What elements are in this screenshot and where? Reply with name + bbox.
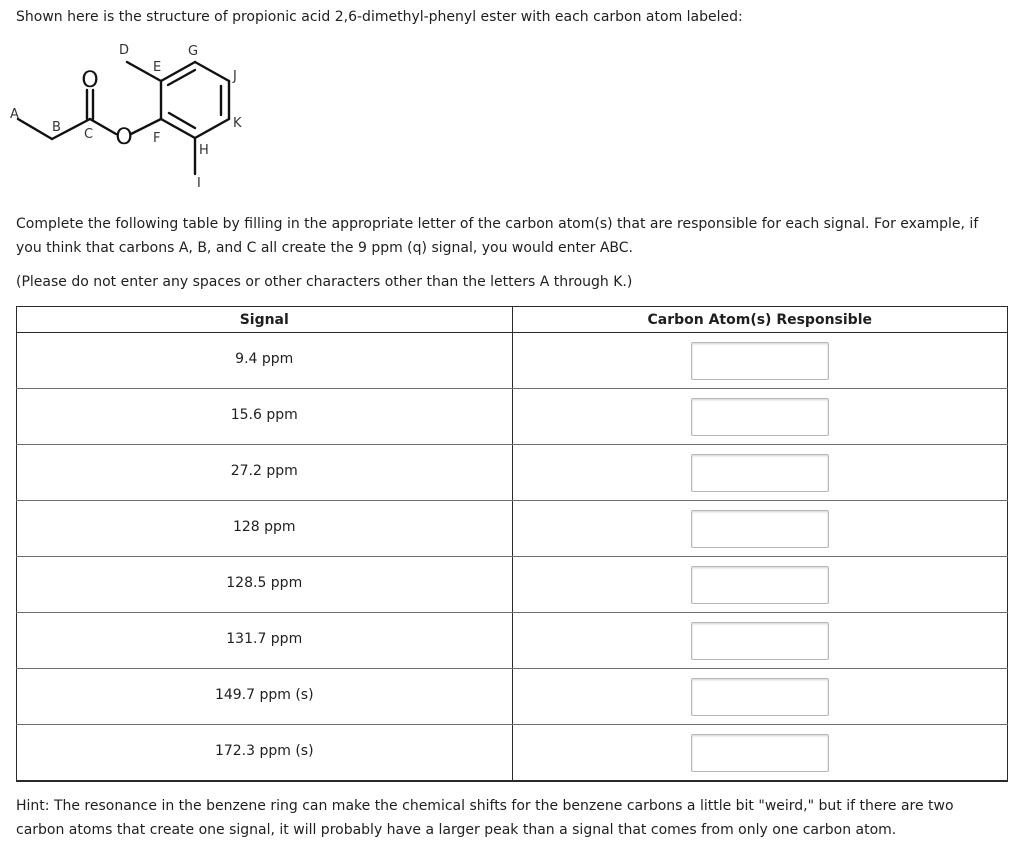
- signal-value: 128.5 ppm: [226, 575, 303, 591]
- answer-cell: [512, 557, 1008, 613]
- signal-value: 172.3 ppm (s): [214, 743, 314, 759]
- header-carbon-atoms: Carbon Atom(s) Responsible: [512, 307, 1008, 333]
- table-row: [17, 389, 1008, 445]
- signal-cell: [17, 557, 513, 613]
- signal-value: 15.6 ppm: [230, 407, 298, 423]
- bond-h-f: [161, 119, 195, 138]
- answer-input[interactable]: [691, 734, 829, 772]
- table-row: [17, 501, 1008, 557]
- answer-cell: [512, 389, 1008, 445]
- intro-text: Shown here is the structure of propionic acid 2,6-dimethyl-phenyl ester with each carbon atom labeled:: [16, 9, 743, 25]
- bond-g-j: [195, 62, 229, 81]
- atom-label-g: G: [188, 44, 199, 59]
- table-row: [17, 725, 1008, 782]
- signal-value: 128 ppm: [232, 519, 296, 535]
- bond-a-b: [18, 119, 52, 139]
- signal-cell: [17, 501, 513, 557]
- table-row: [17, 613, 1008, 669]
- atom-label-i: I: [197, 176, 201, 191]
- atom-label-d: D: [119, 43, 130, 58]
- atom-label-k: K: [233, 116, 242, 131]
- answer-input[interactable]: [691, 622, 829, 660]
- table-row: [17, 445, 1008, 501]
- atom-label-a: A: [10, 107, 19, 122]
- ester-oxygen: O: [115, 125, 133, 150]
- format-note: (Please do not enter any spaces or other characters other than the letters A through K.): [16, 274, 633, 290]
- bond-k-h: [195, 119, 229, 138]
- table-row: [17, 333, 1008, 389]
- answer-cell: [512, 669, 1008, 725]
- signal-value: 27.2 ppm: [230, 463, 298, 479]
- signal-cell: [17, 613, 513, 669]
- atom-label-b: B: [52, 120, 61, 135]
- signal-cell: [17, 669, 513, 725]
- answer-cell: [512, 501, 1008, 557]
- table-row: [17, 669, 1008, 725]
- answer-input[interactable]: [691, 454, 829, 492]
- signal-cell: [17, 725, 513, 782]
- answer-cell: [512, 613, 1008, 669]
- instructions-text: Complete the following table by filling in the appropriate letter of the carbon atom(s) that are responsible for each signal. For example, if you think that carbons A, B, and C all create the 9 ppm (q) signal, you would enter ABC.: [16, 216, 979, 256]
- signal-value: 9.4 ppm: [235, 351, 294, 367]
- signal-cell: [17, 333, 513, 389]
- carbonyl-oxygen: O: [81, 68, 99, 93]
- table-header-row: [17, 307, 1008, 333]
- bond-c-o: [90, 119, 116, 134]
- atom-label-j: J: [233, 69, 237, 84]
- signal-table: [16, 306, 1008, 782]
- answer-cell: [512, 333, 1008, 389]
- answer-cell: [512, 725, 1008, 782]
- answer-input[interactable]: [691, 678, 829, 716]
- atom-label-f: F: [153, 131, 161, 146]
- signal-value: 149.7 ppm (s): [214, 687, 314, 703]
- answer-cell: [512, 445, 1008, 501]
- atom-label-e: E: [153, 60, 162, 75]
- ring-double-3: [168, 70, 195, 85]
- signal-value: 131.7 ppm: [226, 631, 303, 647]
- answer-input[interactable]: [691, 398, 829, 436]
- answer-input[interactable]: [691, 510, 829, 548]
- answer-input[interactable]: [691, 342, 829, 380]
- table-row: [17, 557, 1008, 613]
- answer-input[interactable]: [691, 566, 829, 604]
- atom-label-h: H: [199, 143, 209, 158]
- molecule-structure: [0, 36, 270, 196]
- signal-cell: [17, 389, 513, 445]
- atom-label-c: C: [84, 127, 94, 142]
- header-signal: Signal: [17, 307, 513, 333]
- signal-cell: [17, 445, 513, 501]
- hint-text: Hint: The resonance in the benzene ring can make the chemical shifts for the benzene carbons a little bit "weird," but if there are two carbon atoms that create one signal, it will probably have a larger peak than a signal that comes from only one carbon atom.: [16, 798, 954, 838]
